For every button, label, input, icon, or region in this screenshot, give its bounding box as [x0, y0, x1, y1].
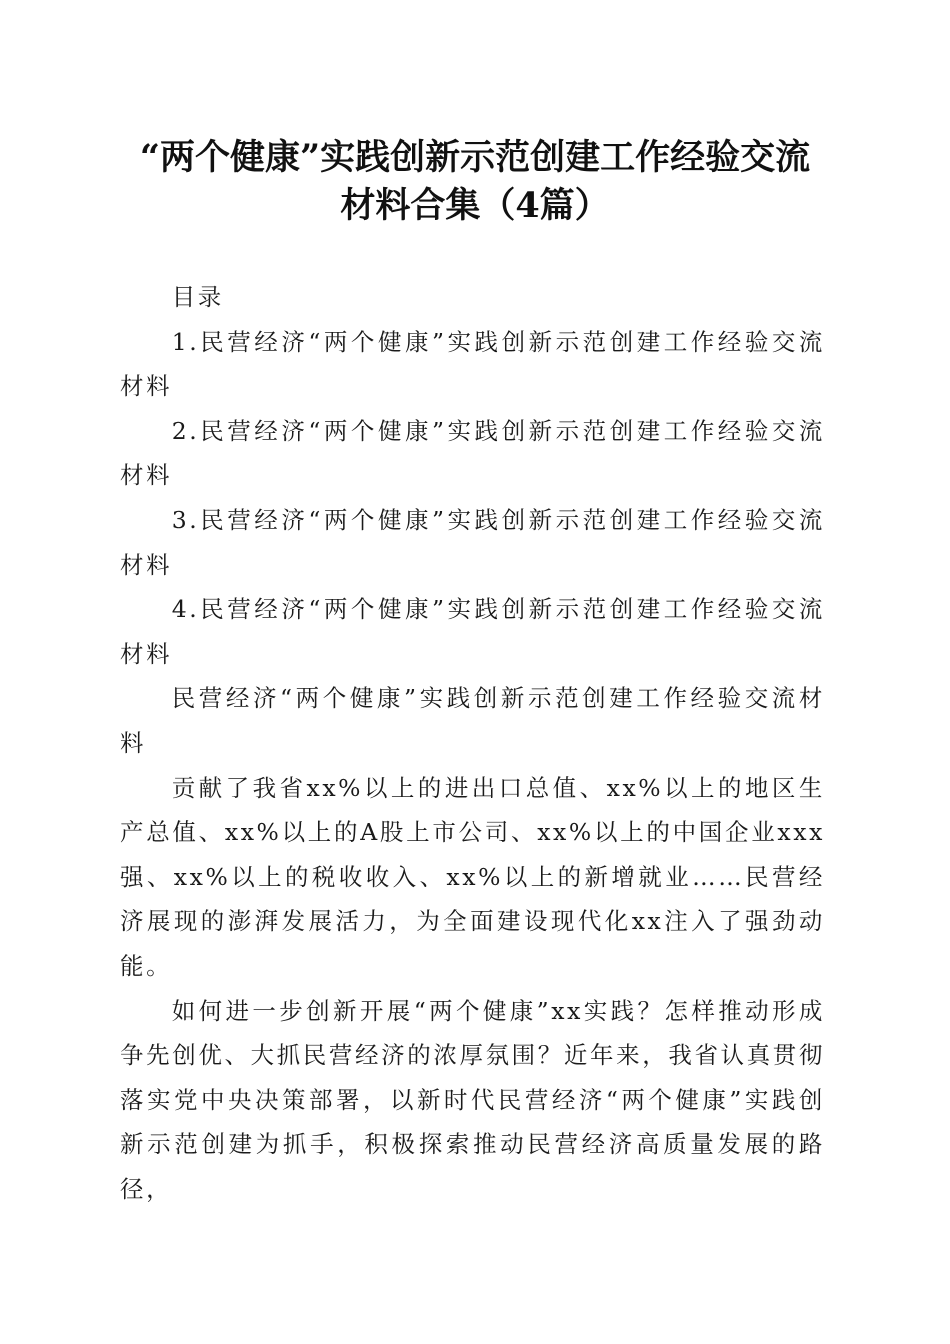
document-title-line-2: 材料合集（4篇） [340, 185, 610, 226]
section-title: 民营经济“两个健康”实践创新示范创建工作经验交流材料 [120, 684, 825, 757]
toc-item-2: 2.民营经济“两个健康”实践创新示范创建工作经验交流材料 [120, 416, 825, 490]
body-paragraph-1: 贡献了我省xx%以上的进出口总值、xx%以上的地区生产总值、xx%以上的A股上市公司、xx%以上的中国企业xxx强、xx%以上的税收收入、xx%以上的新增就业……民营经济展现的澎湃发展活力，为全面建设现代化xx注入了强劲动能。 [120, 773, 825, 980]
body-paragraph-2: 如何进一步创新开展“两个健康”xx实践？怎样推动形成争先创优、大抓民营经济的浓厚氛围？近年来，我省认真贯彻落实党中央决策部署，以新时代民营经济“两个健康”实践创新示范创建为抓手，积极探索推动民营经济高质量发展的路径， [120, 996, 825, 1203]
document-title-line-1: “两个健康”实践创新示范创建工作经验交流 [139, 137, 811, 178]
toc-item-4: 4.民营经济“两个健康”实践创新示范创建工作经验交流材料 [120, 595, 825, 668]
toc-item-3: 3.民营经济“两个健康”实践创新示范创建工作经验交流材料 [120, 505, 825, 579]
toc-item-1: 1.民营经济“两个健康”实践创新示范创建工作经验交流材料 [120, 327, 825, 401]
toc-heading: 目录 [171, 283, 224, 311]
document-body [120, 275, 825, 1211]
